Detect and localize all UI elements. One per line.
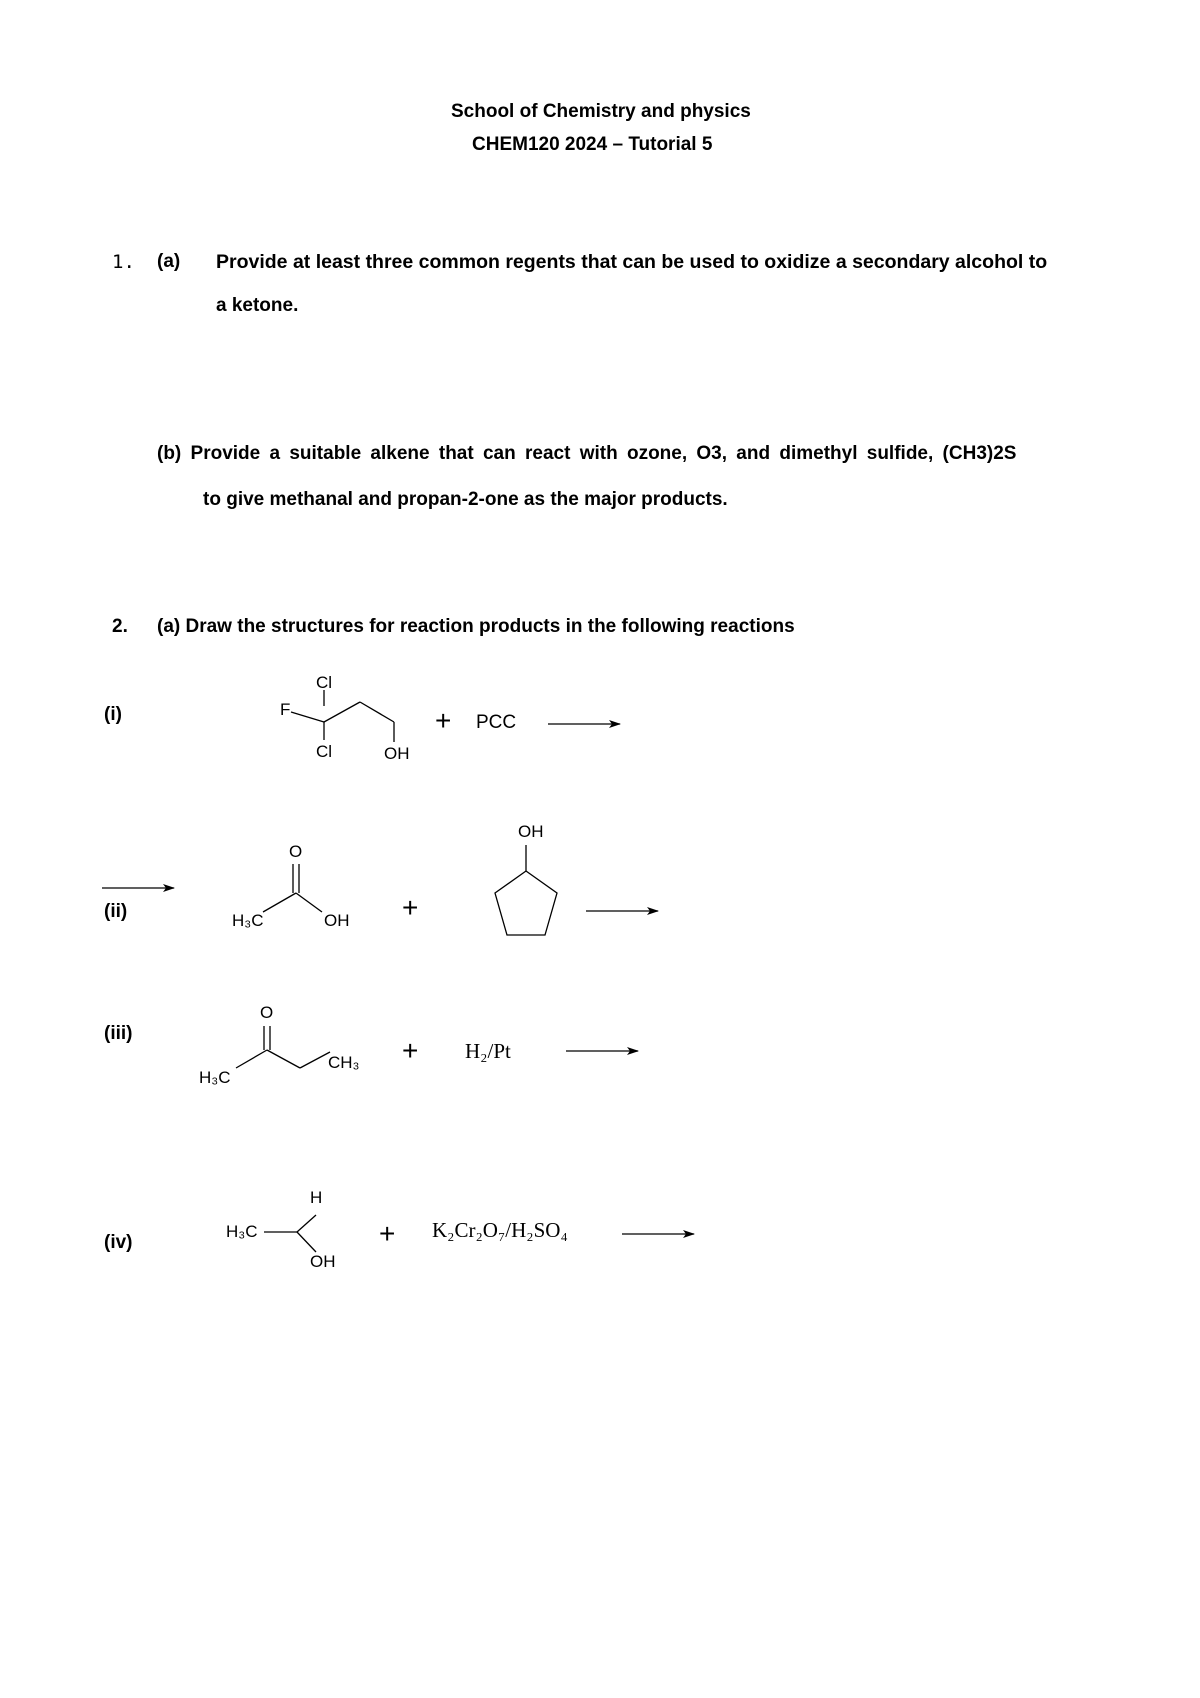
q1-number: 1. [112, 251, 135, 273]
atom-cl-bottom: Cl [316, 742, 333, 761]
cyclopentane-ring [495, 871, 557, 935]
atom-h: H [310, 1188, 323, 1207]
atom-o: O [260, 1003, 274, 1022]
q1a-text-line2: a ketone. [216, 295, 299, 316]
course-title: CHEM120 2024 – Tutorial 5 [472, 134, 713, 155]
bond-iv-3 [297, 1232, 316, 1252]
bond-i-5 [360, 702, 394, 722]
q1b-text-line1: (b) Provide a suitable alkene that can react with ozone, O3, and dimethyl sulfide, (CH3)2S [157, 443, 1017, 464]
atom-oh: OH [324, 911, 350, 930]
bond-iii-3 [300, 1052, 330, 1068]
atom-f: F [280, 700, 291, 719]
bond-ii-2 [296, 893, 322, 912]
bond-iii-2 [267, 1050, 300, 1068]
atom-h3c: H₃C [199, 1068, 231, 1087]
reagent-h2-pt: H₂/Pt [465, 1039, 511, 1063]
plus-sign: + [379, 1218, 396, 1249]
plus-sign: + [402, 1035, 419, 1066]
reaction-ii-label: (ii) [104, 901, 128, 922]
bond-iv-2 [297, 1215, 316, 1232]
bond-iii-1 [236, 1050, 267, 1068]
atom-ring-oh: OH [518, 822, 544, 841]
bond-i-4 [324, 702, 360, 722]
q2a-text: (a) Draw the structures for reaction products in the following reactions [157, 616, 795, 637]
atom-o: O [289, 842, 303, 861]
atom-h3c: H₃C [232, 911, 264, 930]
atom-oh: OH [310, 1252, 336, 1271]
atom-cl-top: Cl [316, 673, 333, 692]
reaction-iii-label: (iii) [104, 1023, 133, 1044]
atom-ch3: CH₃ [328, 1053, 360, 1072]
q1b-text-line2: to give methanal and propan-2-one as the major products. [203, 489, 728, 510]
bond-i-3 [291, 712, 324, 722]
atom-h3c: H₃C [226, 1222, 258, 1241]
reagent-pcc: PCC [476, 712, 517, 733]
q2-number: 2. [112, 616, 128, 637]
q1a-text-line1: Provide at least three common regents that can be used to oxidize a secondary alcohol to [216, 251, 1048, 273]
reagent-dichromate: K₂Cr₂O₇/H₂SO₄ [432, 1218, 568, 1242]
reaction-iv-label: (iv) [104, 1232, 133, 1253]
plus-sign: + [402, 892, 419, 923]
atom-oh: OH [384, 744, 410, 763]
plus-sign: + [435, 705, 452, 736]
school-title: School of Chemistry and physics [451, 101, 751, 122]
bond-ii-1 [263, 893, 296, 912]
reaction-i-label: (i) [104, 704, 122, 725]
q1a-label: (a) [157, 251, 181, 272]
